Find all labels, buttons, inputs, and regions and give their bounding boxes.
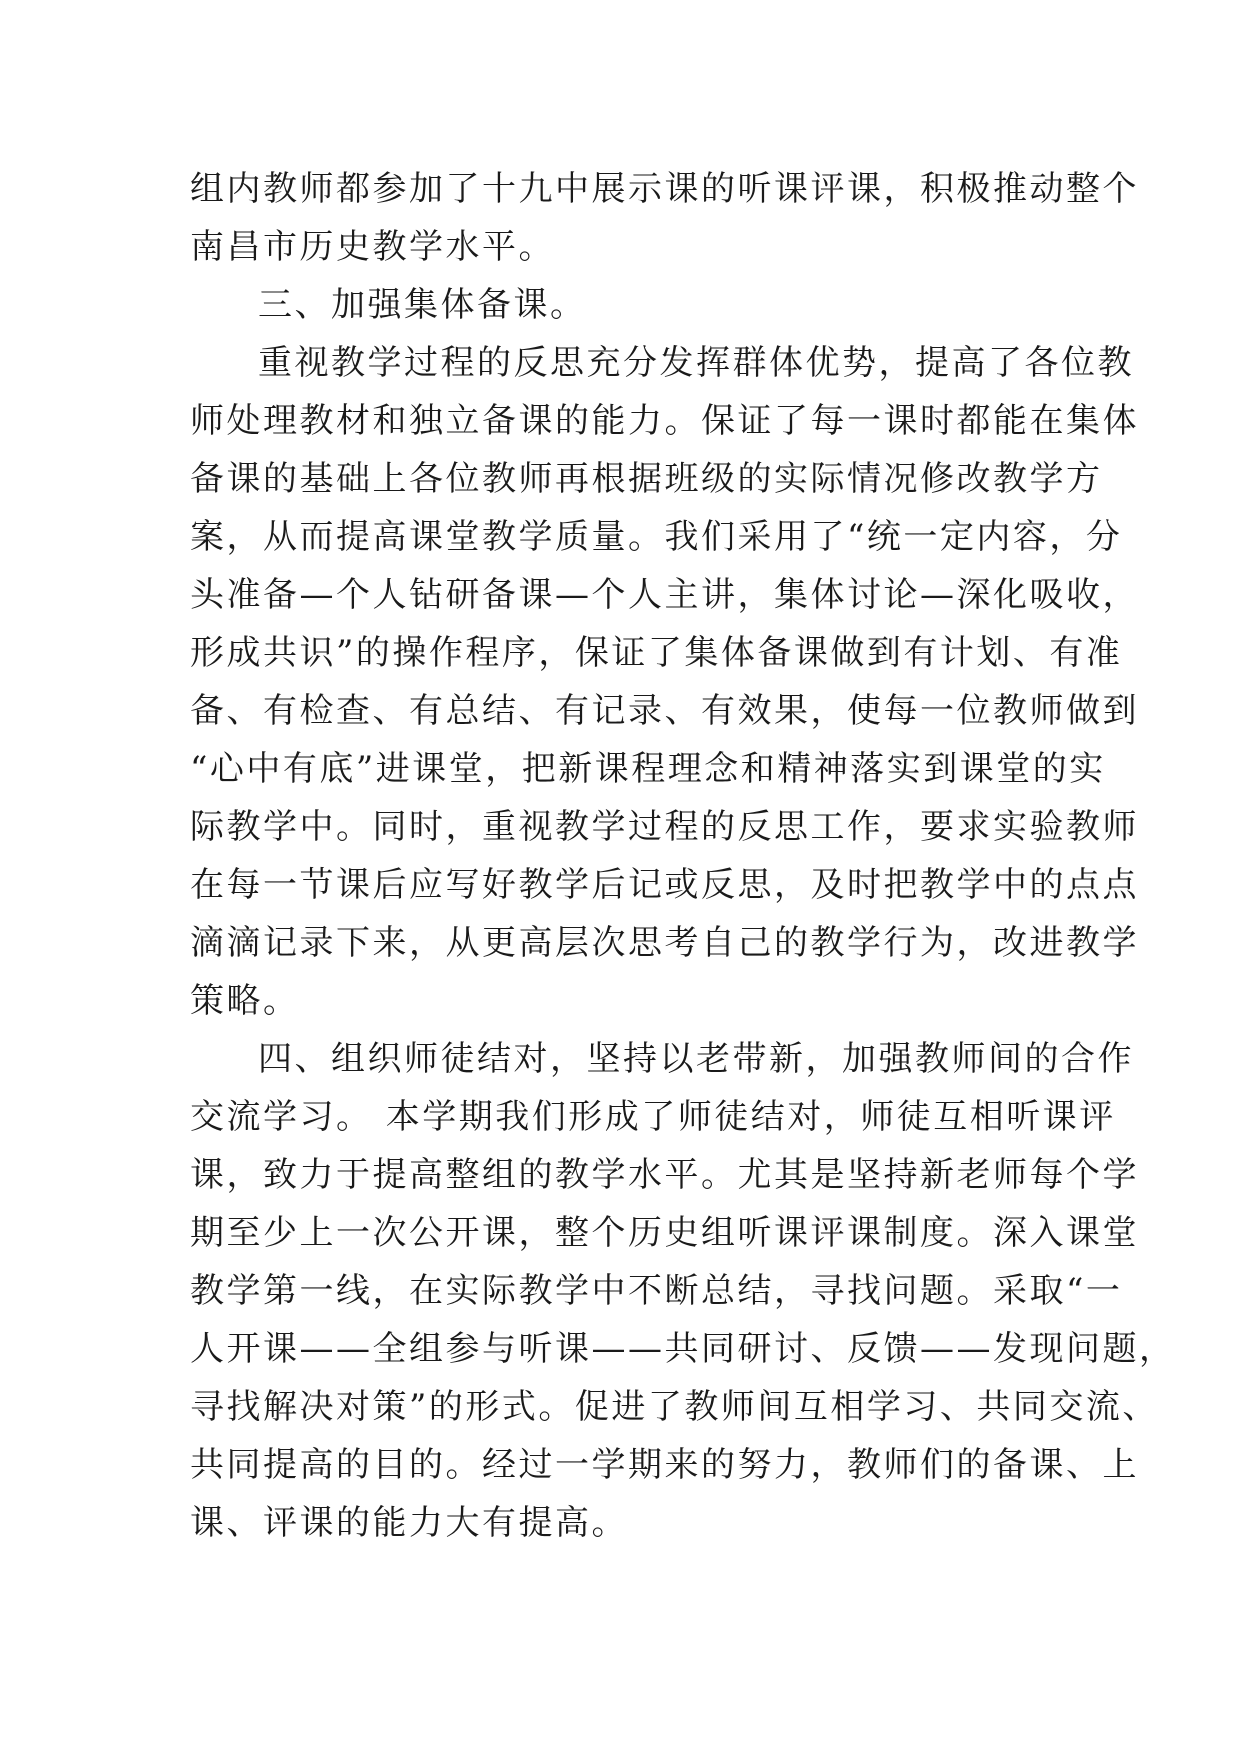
section-heading: 三、加强集体备课。	[258, 285, 587, 325]
paragraph-line: 组内教师都参加了十九中展示课的听课评课，积极推动整个	[190, 169, 1139, 209]
paragraph-line: 际教学中。同时，重视教学过程的反思工作，要求实验教师	[190, 807, 1139, 847]
paragraph-line: 策略。	[190, 981, 300, 1021]
paragraph-line: 教学第一线，在实际教学中不断总结，寻找问题。采取“一	[190, 1271, 1123, 1311]
document-body	[190, 160, 1176, 1552]
paragraph-line: 备、有检查、有总结、有记录、有效果，使每一位教师做到	[190, 691, 1139, 731]
paragraph-line: 案，从而提高课堂教学质量。我们采用了“统一定内容，分	[190, 517, 1123, 557]
paragraph-line: 滴滴记录下来，从更高层次思考自己的教学行为，改进教学	[190, 923, 1139, 963]
paragraph-line: 重视教学过程的反思充分发挥群体优势，提高了各位教	[258, 343, 1134, 383]
paragraph-line: 形成共识”的操作程序，保证了集体备课做到有计划、有准	[190, 633, 1123, 673]
paragraph-line: 寻找解决对策”的形式。促进了教师间互相学习、共同交流、	[190, 1387, 1159, 1427]
paragraph-line: 南昌市历史教学水平。	[190, 227, 555, 267]
paragraph-line: 期至少上一次公开课，整个历史组听课评课制度。深入课堂	[190, 1213, 1139, 1253]
paragraph-line: 人开课——全组参与听课——共同研讨、反馈——发现问题，	[190, 1329, 1176, 1369]
section-heading: 四、组织师徒结对，坚持以老带新，加强教师间的合作	[258, 1039, 1134, 1079]
paragraph-line: 交流学习。 本学期我们形成了师徒结对，师徒互相听课评	[190, 1097, 1116, 1137]
paragraph-line: 共同提高的目的。经过一学期来的努力，教师们的备课、上	[190, 1445, 1139, 1485]
paragraph-line: 备课的基础上各位教师再根据班级的实际情况修改教学方	[190, 459, 1103, 499]
paragraph-line: “心中有底”进课堂，把新课程理念和精神落实到课堂的实	[190, 749, 1106, 789]
paragraph-line: 师处理教材和独立备课的能力。保证了每一课时都能在集体	[190, 401, 1139, 441]
paragraph-line: 课，致力于提高整组的教学水平。尤其是坚持新老师每个学	[190, 1155, 1139, 1195]
paragraph-line: 在每一节课后应写好教学后记或反思，及时把教学中的点点	[190, 865, 1139, 905]
paragraph-line: 头准备—个人钻研备课—个人主讲，集体讨论—深化吸收，	[190, 575, 1139, 615]
paragraph-line: 课、评课的能力大有提高。	[190, 1503, 628, 1543]
